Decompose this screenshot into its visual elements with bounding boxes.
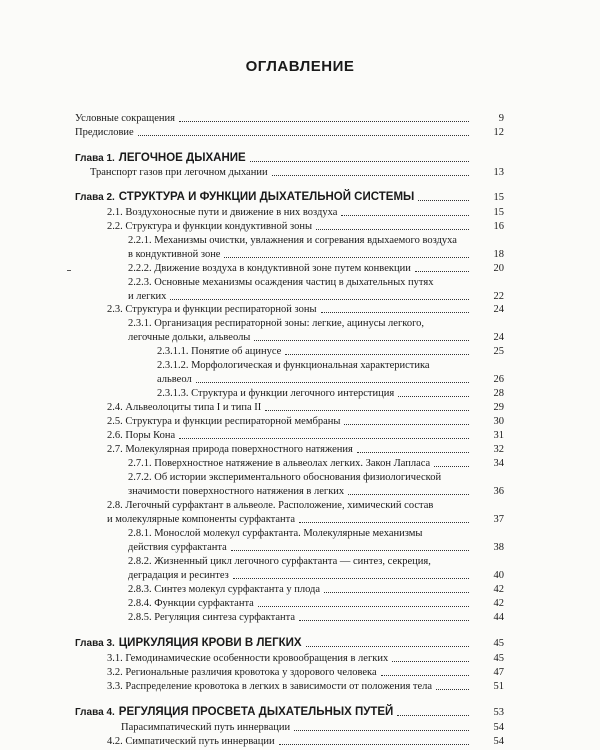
page-number: 20 (493, 263, 504, 274)
page-number: 15 (493, 192, 504, 203)
toc-entry-text: 3.3. Распределение кровотока в легких в зависимости от положения тела (107, 680, 433, 692)
toc-entry-line (75, 637, 472, 650)
page-title: ОГЛАВЛЕНИЕ (245, 58, 355, 75)
page-number: 38 (493, 542, 504, 553)
page-number: 51 (493, 681, 504, 692)
dot-leader (415, 271, 469, 272)
dot-leader (196, 382, 469, 383)
page-number: 44 (493, 612, 504, 623)
toc-entry-line (107, 499, 433, 512)
toc-entry-text: 2.3.1. Организация респираторной зоны: легкие, ацинусы легкого, (128, 317, 425, 329)
page-number: 24 (493, 332, 504, 343)
dot-leader (321, 312, 469, 313)
page-number: 32 (493, 444, 504, 455)
toc-entry-line (128, 485, 472, 498)
page-number: 45 (493, 653, 504, 664)
toc-entry-line (75, 112, 472, 125)
dot-leader (341, 215, 469, 216)
toc-entry-line (121, 721, 472, 734)
dot-leader (224, 257, 469, 258)
toc-entry-text: 2.7. Молекулярная природа поверхностного натяжения (107, 443, 353, 455)
toc-entry-text: 2.2.2. Движение воздуха в кондуктивной зоне путем конвекции (128, 262, 411, 274)
toc-entry-line (128, 597, 472, 610)
page-number: 29 (493, 402, 504, 413)
toc-entry-line (107, 652, 472, 665)
page-number: 25 (493, 346, 504, 357)
dot-leader (265, 410, 469, 411)
toc-entry-line (128, 276, 433, 289)
toc-entry-text: легочные дольки, альвеолы (128, 331, 251, 343)
dot-leader (299, 522, 469, 523)
toc-entry-text: ЦИРКУЛЯЦИЯ КРОВИ В ЛЕГКИХ (118, 636, 302, 649)
toc-entry-text: 2.8. Легочный сурфактант в альвеоле. Расположение, химический состав (107, 499, 434, 511)
toc-entry-line (107, 443, 472, 456)
page-number: 16 (493, 221, 504, 232)
toc-entry-text: 2.8.3. Синтез молекул сурфактанта у плода (128, 583, 321, 595)
toc-entry-line (128, 583, 472, 596)
chapter-label: Глава 1. (75, 152, 115, 164)
dot-leader (231, 550, 469, 551)
dot-leader (381, 675, 469, 676)
toc-entry-text: 2.3. Структура и функции респираторной зоны (107, 303, 317, 315)
toc-entry-text: Условные сокращения (75, 112, 175, 124)
toc-entry-line (157, 373, 472, 386)
toc-entry-text: Предисловие (75, 126, 134, 138)
page-number: 15 (493, 207, 504, 218)
toc-entry-text: 2.5. Структура и функции респираторной мембраны (107, 415, 341, 427)
toc-entry-text: 2.6. Поры Кона (107, 429, 176, 441)
page-number: 12 (493, 127, 504, 138)
dot-leader (254, 340, 469, 341)
toc-entry-text: 2.3.1.3. Структура и функции легочного интерстиция (157, 387, 395, 399)
toc-entry-text: 2.2.3. Основные механизмы осаждения частиц в дыхательных путях (128, 276, 434, 288)
page-number: 13 (493, 167, 504, 178)
chapter-label: Глава 4. (75, 706, 115, 718)
page-number: 42 (493, 598, 504, 609)
dot-leader (250, 161, 469, 162)
dot-leader (170, 299, 469, 300)
margin-mark (67, 270, 71, 271)
page-number: 36 (493, 486, 504, 497)
toc-entry-line (107, 303, 472, 316)
page-number: 54 (493, 736, 504, 747)
dot-leader (357, 452, 469, 453)
dot-leader (279, 744, 469, 745)
toc-entry-text: ЛЕГОЧНОЕ ДЫХАНИЕ (118, 151, 246, 164)
toc-entry-line (157, 345, 472, 358)
dot-leader (294, 730, 469, 731)
dot-leader (272, 175, 469, 176)
dot-leader (348, 494, 469, 495)
page-number: 24 (493, 304, 504, 315)
toc-entry-text: 4.2. Симпатический путь иннервации (107, 735, 275, 747)
dot-leader (285, 354, 469, 355)
dot-leader (258, 606, 469, 607)
dot-leader (179, 121, 469, 122)
toc-entry-line (128, 555, 431, 568)
toc-entry-text: Парасимпатический путь иннервации (121, 721, 291, 733)
page-number: 22 (493, 291, 504, 302)
dot-leader (344, 424, 469, 425)
page-number: 37 (493, 514, 504, 525)
toc-entry-text: 2.7.2. Об истории экспериментального обоснования физиологической (128, 471, 442, 483)
dot-leader (392, 661, 469, 662)
dot-leader (398, 396, 469, 397)
toc-entry-text: деградация и ресинтез (128, 569, 229, 581)
toc-entry-text: альвеол (157, 373, 192, 385)
page-number: 47 (493, 667, 504, 678)
toc-entry-text: 2.3.1.2. Морфологическая и функциональная характеристика (157, 359, 430, 371)
toc-entry-line (128, 471, 441, 484)
toc-entry-text: значимости поверхностного натяжения в легких (128, 485, 345, 497)
page-number: 45 (493, 638, 504, 649)
toc-entry-text: Транспорт газов при легочном дыхании (90, 166, 268, 178)
page-number: 9 (498, 113, 504, 124)
toc-entry-text: 2.4. Альвеолоциты типа I и типа II (107, 401, 262, 413)
page-number: 53 (493, 707, 504, 718)
toc-entry-text: 3.2. Региональные различия кровотока у здорового человека (107, 666, 377, 678)
dot-leader (233, 578, 469, 579)
toc-entry-text: и легких (128, 290, 167, 302)
toc-entry-text: действия сурфактанта (128, 541, 227, 553)
toc-entry-text: 2.7.1. Поверхностное натяжение в альвеолах легких. Закон Лапласа (128, 457, 431, 469)
chapter-label: Глава 2. (75, 191, 115, 203)
toc-entry-line (128, 331, 472, 344)
dot-leader (299, 620, 469, 621)
toc-entry-line (128, 234, 457, 247)
dot-leader (316, 229, 469, 230)
dot-leader (138, 135, 469, 136)
toc-entry-text: и молекулярные компоненты сурфактанта (107, 513, 296, 525)
toc-entry-text: в кондуктивной зоне (128, 248, 221, 260)
page-number: 34 (493, 458, 504, 469)
toc-entry-line (128, 457, 472, 470)
toc-entry-line (107, 415, 472, 428)
page-number: 26 (493, 374, 504, 385)
toc-entry-text: 2.2.1. Механизмы очистки, увлажнения и согревания вдыхаемого воздуха (128, 234, 457, 246)
toc-entry-line (107, 735, 472, 748)
toc-entry-line (107, 220, 472, 233)
toc-entry-line (157, 387, 472, 400)
toc-entry-line (75, 706, 472, 719)
toc-entry-line (107, 666, 472, 679)
toc-entry-line (128, 527, 422, 540)
dot-leader (436, 689, 469, 690)
toc-entry-line (75, 152, 472, 165)
toc-entry-line (128, 541, 472, 554)
chapter-label: Глава 3. (75, 637, 115, 649)
toc-entry-text: 2.8.1. Монослой молекул сурфактанта. Молекулярные механизмы (128, 527, 423, 539)
page-number: 28 (493, 388, 504, 399)
toc-entry-line (75, 126, 472, 139)
toc-entry-line (128, 262, 472, 275)
toc-entry-text: РЕГУЛЯЦИЯ ПРОСВЕТА ДЫХАТЕЛЬНЫХ ПУТЕЙ (118, 705, 394, 718)
toc-entry-text: СТРУКТУРА И ФУНКЦИИ ДЫХАТЕЛЬНОЙ СИСТЕМЫ (118, 190, 415, 203)
toc-entry-text: 2.8.5. Регуляция синтеза сурфактанта (128, 611, 296, 623)
toc-entry-line (128, 317, 424, 330)
page-number: 31 (493, 430, 504, 441)
dot-leader (179, 438, 469, 439)
page-number: 30 (493, 416, 504, 427)
toc-entry-line (107, 680, 472, 693)
dot-leader (418, 200, 469, 201)
toc-entry-line (107, 206, 472, 219)
toc-entry-line (107, 401, 472, 414)
toc-entry-line (128, 569, 472, 582)
toc-entry-line (128, 611, 472, 624)
toc-entry-line (90, 166, 472, 179)
page-number: 40 (493, 570, 504, 581)
dot-leader (306, 646, 469, 647)
dot-leader (324, 592, 469, 593)
toc-entry-text: 3.1. Гемодинамические особенности кровообращения в легких (107, 652, 389, 664)
toc-entry-text: 2.3.1.1. Понятие об ацинусе (157, 345, 282, 357)
toc-entry-line (75, 191, 472, 204)
dot-leader (397, 715, 469, 716)
toc-entry-line (107, 429, 472, 442)
toc-entry-line (128, 290, 472, 303)
page-number: 42 (493, 584, 504, 595)
toc-entry-line (157, 359, 430, 372)
toc-entry-text: 2.8.2. Жизненный цикл легочного сурфактанта — синтез, секреция, (128, 555, 431, 567)
toc-entry-text: 2.2. Структура и функции кондуктивной зоны (107, 220, 313, 232)
toc-entry-line (128, 248, 472, 261)
dot-leader (434, 466, 469, 467)
toc-entry-text: 2.1. Воздухоносные пути и движение в них воздуха (107, 206, 338, 218)
page-number: 18 (493, 249, 504, 260)
page-number: 54 (493, 722, 504, 733)
toc-entry-line (107, 513, 472, 526)
toc-entry-text: 2.8.4. Функции сурфактанта (128, 597, 254, 609)
